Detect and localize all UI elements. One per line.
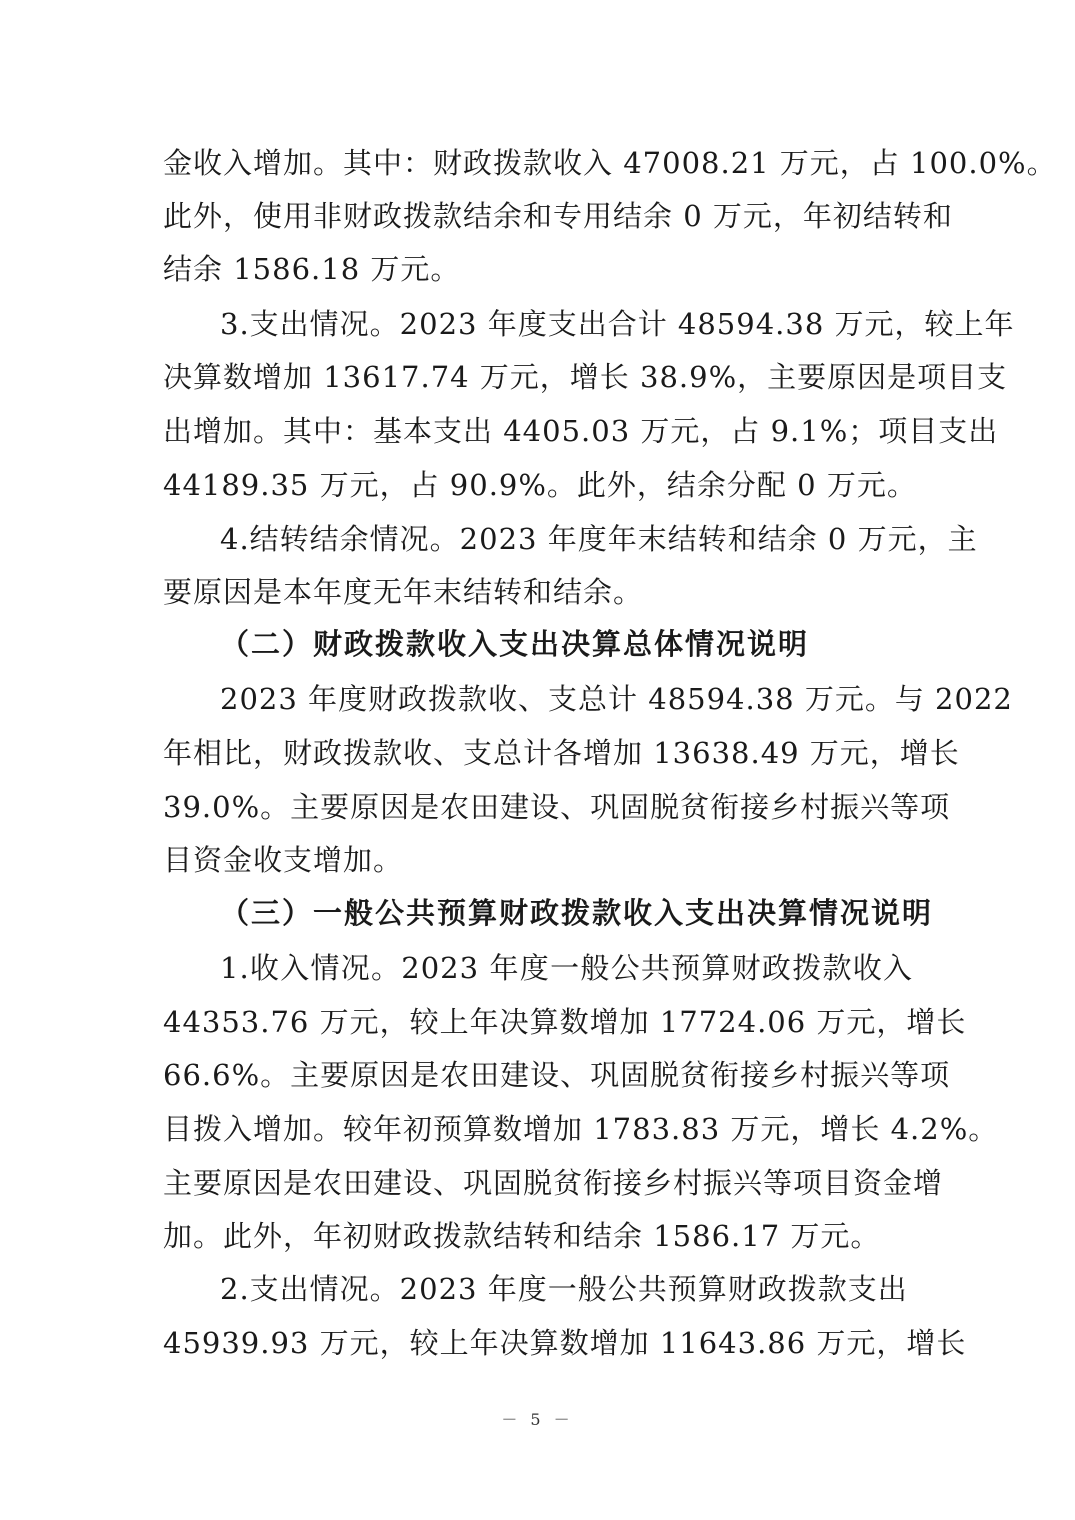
body-line: 目拨入增加。较年初预算数增加 1783.83 万元，增长 4.2%。 bbox=[163, 1112, 999, 1146]
body-line: 年相比，财政拨款收、支总计各增加 13638.49 万元，增长 bbox=[163, 736, 960, 770]
body-line: 主要原因是农田建设、巩固脱贫衔接乡村振兴等项目资金增 bbox=[163, 1166, 944, 1200]
body-line: 出增加。其中：基本支出 4405.03 万元，占 9.1%；项目支出 bbox=[163, 414, 999, 448]
body-line: 4.结转结余情况。2023 年度年末结转和结余 0 万元，主 bbox=[220, 522, 978, 556]
body-line: 目资金收支增加。 bbox=[163, 843, 404, 877]
body-line: 66.6%。主要原因是农田建设、巩固脱贫衔接乡村振兴等项 bbox=[163, 1058, 951, 1092]
section-heading: （三）一般公共预算财政拨款收入支出决算情况说明 bbox=[220, 896, 934, 930]
body-line: 要原因是本年度无年末结转和结余。 bbox=[163, 575, 644, 609]
body-line: 45939.93 万元，较上年决算数增加 11643.86 万元，增长 bbox=[163, 1326, 967, 1360]
body-line: 44353.76 万元，较上年决算数增加 17724.06 万元，增长 bbox=[163, 1005, 967, 1039]
body-line: 加。此外，年初财政拨款结转和结余 1586.17 万元。 bbox=[163, 1219, 881, 1253]
body-line: 2.支出情况。2023 年度一般公共预算财政拨款支出 bbox=[220, 1272, 908, 1306]
body-line: 1.收入情况。2023 年度一般公共预算财政拨款收入 bbox=[220, 951, 913, 985]
body-line: 金收入增加。其中：财政拨款收入 47008.21 万元，占 100.0%。 bbox=[163, 146, 1057, 180]
body-line: 44189.35 万元，占 90.9%。此外，结余分配 0 万元。 bbox=[163, 468, 917, 502]
body-line: 结余 1586.18 万元。 bbox=[163, 252, 461, 286]
body-line: 2023 年度财政拨款收、支总计 48594.38 万元。与 2022 bbox=[220, 682, 1013, 716]
body-line: 此外，使用非财政拨款结余和专用结余 0 万元，年初结转和 bbox=[163, 199, 953, 233]
body-line: 决算数增加 13617.74 万元，增长 38.9%，主要原因是项目支 bbox=[163, 360, 1008, 394]
page-number: － 5 － bbox=[501, 1410, 574, 1429]
body-line: 3.支出情况。2023 年度支出合计 48594.38 万元，较上年 bbox=[220, 307, 1015, 341]
body-line: 39.0%。主要原因是农田建设、巩固脱贫衔接乡村振兴等项 bbox=[163, 790, 951, 824]
section-heading: （二）财政拨款收入支出决算总体情况说明 bbox=[220, 627, 810, 661]
